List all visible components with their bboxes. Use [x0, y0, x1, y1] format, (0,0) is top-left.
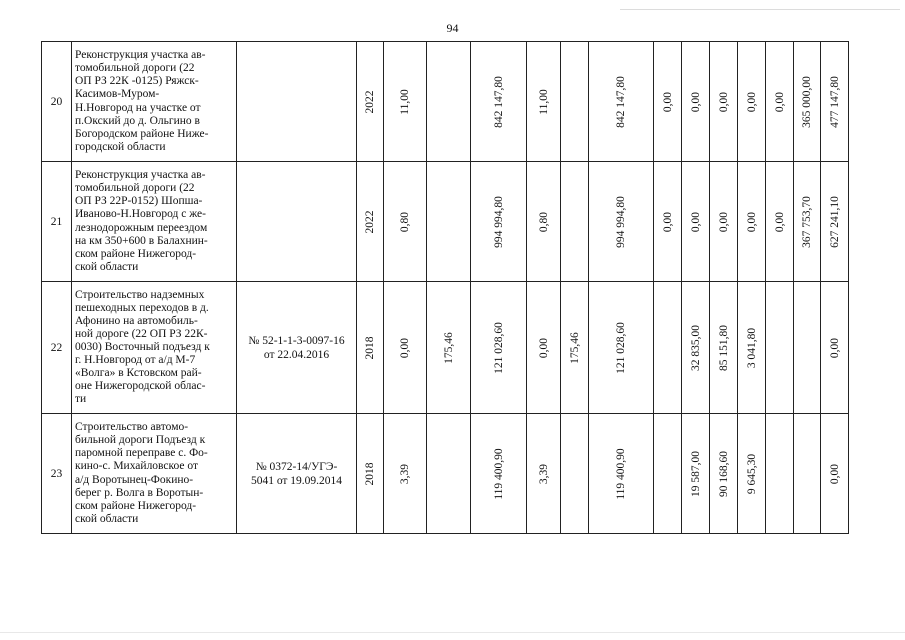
cell-value: 19 587,00 — [689, 450, 702, 497]
value-cell-c2 — [427, 414, 471, 534]
cell-value: 0,00 — [689, 91, 702, 112]
value-cell-c8 — [682, 414, 710, 534]
value-cell-c4 — [527, 282, 561, 414]
value-cell-c8 — [682, 42, 710, 162]
cell-value: 0,00 — [773, 91, 786, 112]
cell-value: 175,46 — [442, 331, 455, 364]
document-line: от 22.04.2016 — [263, 348, 330, 361]
table-row — [42, 282, 849, 414]
value-cell-c11 — [766, 162, 794, 282]
row-number: 20 — [42, 42, 72, 162]
cell-value: 119 400,90 — [615, 447, 627, 500]
project-name-line: Афонино на автомобиль- — [75, 314, 198, 327]
project-name-line: Реконструкция участка ав- — [75, 169, 206, 182]
page-number: 94 — [446, 21, 459, 35]
cell-value: 0,00 — [399, 337, 411, 358]
cell-value: 0,00 — [661, 91, 674, 112]
value-cell-c13 — [821, 414, 849, 534]
cell-value: 11,00 — [537, 88, 550, 115]
year-value: 2018 — [364, 336, 376, 359]
project-name-line: оне Нижегородской облас- — [75, 380, 206, 393]
project-name-line: городской области — [75, 140, 166, 153]
cell-value: 3,39 — [537, 463, 550, 484]
project-name-line: ской области — [75, 512, 139, 525]
cell-value: 0,80 — [399, 211, 411, 232]
value-cell-c13 — [821, 42, 849, 162]
cell-value: 0,00 — [717, 91, 730, 112]
value-cell-c5 — [561, 282, 589, 414]
expertise-document — [237, 282, 357, 414]
project-name-line: 0030) Восточный подъезд к — [75, 340, 210, 353]
value-cell-c1 — [384, 162, 427, 282]
value-cell-c10 — [738, 282, 766, 414]
project-name-line: томобильной дороги (22 — [75, 62, 195, 75]
cell-value: 0,00 — [661, 211, 674, 232]
value-cell-c7 — [654, 162, 682, 282]
value-cell-c10 — [738, 414, 766, 534]
cell-value: 365 000,00 — [801, 75, 813, 128]
project-name-line: п.Окский до д. Ольгино в — [75, 114, 200, 127]
cell-value: 175,46 — [568, 331, 581, 364]
cell-value: 121 028,60 — [615, 321, 627, 374]
cell-value: 3 041,80 — [745, 327, 758, 368]
project-name-line: кино-с. Михайловское от — [75, 460, 199, 473]
project-name-line: г. Н.Новгород от а/д М-7 — [75, 354, 196, 367]
cell-value: 367 753,70 — [801, 195, 813, 248]
project-name-line: паромной переправе с. Фо- — [75, 447, 208, 460]
value-cell-c9 — [710, 414, 738, 534]
value-cell-c3 — [471, 162, 527, 282]
value-cell-c6 — [589, 162, 654, 282]
expertise-document — [237, 414, 357, 534]
table-row — [42, 42, 849, 162]
cell-value: 11,00 — [399, 88, 411, 115]
value-cell-c10 — [738, 42, 766, 162]
project-name-line: ОП РЗ 22К -0125) Ряжск- — [75, 75, 199, 88]
value-cell-c5 — [561, 162, 589, 282]
row-number: 22 — [42, 282, 72, 414]
value-cell-c2 — [427, 42, 471, 162]
cell-value: 90 168,60 — [717, 450, 730, 497]
document-line: 5041 от 19.09.2014 — [250, 474, 343, 487]
value-cell-c11 — [766, 282, 794, 414]
project-name-line: Н.Новгород на участке от — [75, 101, 201, 114]
year-value: 2022 — [364, 210, 376, 233]
value-cell-c4 — [527, 42, 561, 162]
project-name-line: «Волга» в Кстовском рай- — [75, 367, 202, 380]
project-name-line: ной дороге (22 ОП РЗ 22К- — [75, 327, 208, 340]
value-cell-c6 — [589, 414, 654, 534]
year-cell — [357, 282, 384, 414]
cell-value: 0,00 — [717, 211, 730, 232]
value-cell-c4 — [527, 414, 561, 534]
value-cell-c9 — [710, 42, 738, 162]
project-name-line: а/д Воротынец-Фокино- — [75, 473, 194, 486]
project-name-line: бильной дороги Подъезд к — [75, 434, 206, 447]
cell-value: 0,00 — [689, 211, 702, 232]
value-cell-c12 — [794, 414, 821, 534]
value-cell-c2 — [427, 282, 471, 414]
value-cell-c11 — [766, 42, 794, 162]
value-cell-c3 — [471, 414, 527, 534]
value-cell-c2 — [427, 162, 471, 282]
value-cell-c1 — [384, 42, 427, 162]
scan-artifact-line — [0, 632, 905, 633]
value-cell-c12 — [794, 42, 821, 162]
value-cell-c5 — [561, 42, 589, 162]
project-name — [72, 42, 237, 162]
project-name — [72, 282, 237, 414]
project-name-line: на км 350+600 в Балахнин- — [75, 234, 208, 247]
value-cell-c7 — [654, 414, 682, 534]
project-name-line: Реконструкция участка ав- — [75, 49, 206, 62]
cell-value: 842 147,80 — [615, 75, 627, 128]
value-cell-c6 — [589, 282, 654, 414]
value-cell-c7 — [654, 42, 682, 162]
value-cell-c13 — [821, 282, 849, 414]
value-cell-c3 — [471, 42, 527, 162]
project-name-line: ской области — [75, 260, 139, 273]
row-number: 21 — [42, 162, 72, 282]
cell-value: 0,00 — [537, 337, 550, 358]
cell-value: 0,00 — [745, 211, 758, 232]
cell-value: 994 994,80 — [615, 195, 627, 248]
project-name-line: ском районе Нижегород- — [75, 247, 197, 260]
value-cell-c9 — [710, 162, 738, 282]
value-cell-c1 — [384, 282, 427, 414]
expertise-document — [237, 42, 357, 162]
value-cell-c7 — [654, 282, 682, 414]
project-name-line: томобильной дороги (22 — [75, 182, 195, 195]
road-projects-table — [41, 41, 849, 534]
table-row — [42, 162, 849, 282]
value-cell-c9 — [710, 282, 738, 414]
value-cell-c4 — [527, 162, 561, 282]
value-cell-c12 — [794, 162, 821, 282]
scan-artifact-line — [620, 9, 900, 10]
expertise-document — [237, 162, 357, 282]
project-name-line: лезнодорожным переездом — [75, 221, 208, 234]
project-name-line: Богородском районе Ниже- — [75, 127, 209, 140]
document-line: № 52-1-1-3-0097-16 — [248, 334, 345, 347]
cell-value: 842 147,80 — [492, 75, 505, 128]
cell-value: 0,00 — [828, 463, 841, 484]
year-value: 2018 — [364, 462, 376, 485]
project-name-line: Строительство надземных — [75, 288, 205, 301]
project-name — [72, 162, 237, 282]
cell-value: 0,00 — [745, 91, 758, 112]
cell-value: 0,80 — [537, 211, 550, 232]
row-number: 23 — [42, 414, 72, 534]
project-name-line: берег р. Волга в Воротын- — [75, 486, 204, 499]
cell-value: 32 835,00 — [689, 324, 702, 371]
project-name-line: Касимов-Муром- — [75, 88, 160, 101]
project-name-line: ОП РЗ 22Р-0152) Шопша- — [75, 195, 203, 208]
cell-value: 627 241,10 — [828, 195, 841, 248]
document-line: № 0372-14/УГЭ- — [255, 460, 338, 473]
cell-value: 119 400,90 — [492, 447, 505, 500]
value-cell-c1 — [384, 414, 427, 534]
year-cell — [357, 414, 384, 534]
project-name — [72, 414, 237, 534]
project-name-line: пешеходных переходов в д. — [75, 301, 209, 314]
project-name-line: Строительство автомо- — [75, 421, 189, 434]
value-cell-c6 — [589, 42, 654, 162]
project-name-line: ти — [75, 393, 87, 406]
table-row — [42, 414, 849, 534]
value-cell-c3 — [471, 282, 527, 414]
value-cell-c8 — [682, 162, 710, 282]
value-cell-c12 — [794, 282, 821, 414]
cell-value: 477 147,80 — [828, 75, 841, 128]
value-cell-c11 — [766, 414, 794, 534]
cell-value: 3,39 — [399, 463, 411, 484]
cell-value: 121 028,60 — [492, 321, 505, 374]
cell-value: 0,00 — [828, 337, 841, 358]
year-cell — [357, 42, 384, 162]
year-value: 2022 — [364, 90, 376, 113]
value-cell-c5 — [561, 414, 589, 534]
cell-value: 0,00 — [773, 211, 786, 232]
cell-value: 994 994,80 — [492, 195, 505, 248]
year-cell — [357, 162, 384, 282]
cell-value: 9 645,30 — [745, 453, 758, 494]
value-cell-c13 — [821, 162, 849, 282]
project-name-line: ском районе Нижегород- — [75, 499, 197, 512]
project-name-line: Иваново-Н.Новгород с же- — [75, 208, 206, 221]
value-cell-c8 — [682, 282, 710, 414]
value-cell-c10 — [738, 162, 766, 282]
cell-value: 85 151,80 — [717, 324, 730, 371]
